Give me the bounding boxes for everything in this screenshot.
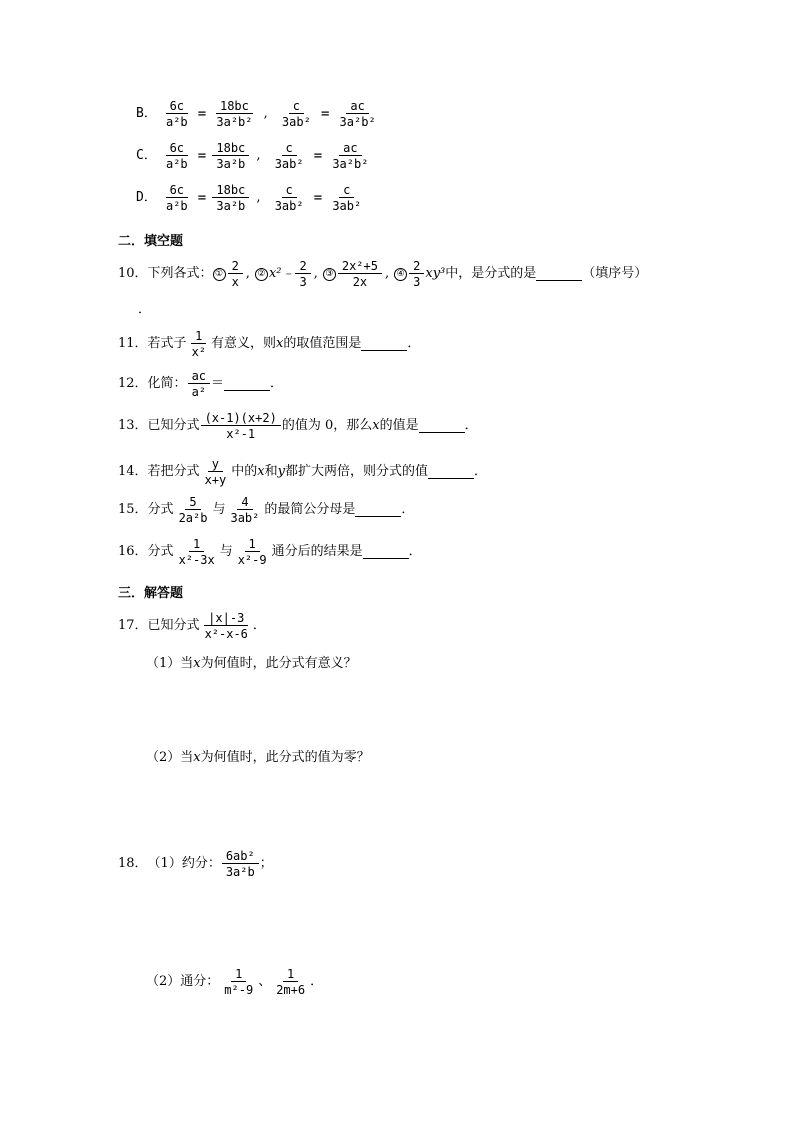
answer-blank[interactable] bbox=[224, 378, 270, 391]
equals-sign: = bbox=[197, 106, 207, 122]
section-heading-solve: 三．解答题 bbox=[118, 586, 184, 601]
equals-sign: = bbox=[313, 190, 323, 206]
question-16: 16．分式 $\frac{1}{\text{x²-3x}}$ 与 $\frac{1}{\text{x²-9}}$ 通分后的结果是 ． bbox=[118, 537, 422, 567]
fraction: $\frac{\text{2x²+5}}{2x}$ bbox=[338, 260, 382, 288]
option-label: C． bbox=[136, 148, 157, 163]
circled-number: ① bbox=[213, 268, 226, 281]
section-heading-fill: 二．填空题 bbox=[118, 234, 184, 249]
equals-sign: = bbox=[197, 190, 207, 206]
circled-number: ③ bbox=[323, 268, 336, 281]
circled-number: ② bbox=[255, 268, 268, 281]
answer-blank[interactable] bbox=[363, 546, 409, 559]
fraction: $\frac{5}{\text{2a²b}}$ bbox=[178, 495, 208, 525]
fraction: $\frac{2}{3}$ bbox=[295, 260, 310, 288]
fraction: $\frac{1}{\text{x²-9}}$ bbox=[237, 537, 267, 567]
equals-sign: = bbox=[320, 106, 330, 122]
question-10-dot: ． bbox=[138, 302, 152, 317]
question-17-part-2: （2）当x为何值时，此分式的值为零？ bbox=[146, 750, 370, 765]
fraction: $\frac{1}{\text{x²}}$ bbox=[191, 329, 207, 359]
fraction: $\frac{6c}{\text{a²b}}$ bbox=[165, 141, 188, 171]
fraction: $\frac{6c}{\text{a²b}}$ bbox=[165, 183, 188, 213]
option-label: D． bbox=[136, 190, 157, 205]
option-label: B． bbox=[136, 106, 157, 121]
fraction: $\frac{ac}{\text{3a²b²}}$ bbox=[332, 141, 369, 171]
fraction: $\frac{18bc}{\text{3a²b}}$ bbox=[212, 184, 249, 212]
question-18-part-1: 18．（1）约分： $\frac{\text{6ab²}}{\text{3a²b}}$ ； bbox=[118, 849, 273, 879]
question-15: 15．分式 $\frac{5}{\text{2a²b}}$ 与 $\frac{4}{\text{3ab²}}$ 的最简公分母是 ． bbox=[118, 495, 415, 525]
fraction: $\frac{c}{\text{3ab²}}$ bbox=[274, 183, 304, 213]
fraction: $\frac{c}{\text{3ab²}}$ bbox=[332, 183, 362, 213]
fraction: $\frac{6c}{\text{a²b}}$ bbox=[165, 99, 188, 129]
equals-sign: = bbox=[313, 148, 323, 164]
fraction: $\frac{c}{\text{3ab²}}$ bbox=[274, 141, 304, 171]
answer-blank[interactable] bbox=[428, 466, 474, 479]
question-17: 17．已知分式 $\frac{|x|-3}{\text{x²-x-6}}$ ． bbox=[118, 611, 266, 641]
question-11: 11．若式子 $\frac{1}{\text{x²}}$ 有意义，则x的取值范围是 ． bbox=[118, 329, 421, 359]
answer-blank[interactable] bbox=[355, 504, 401, 517]
fraction: $\frac{18bc}{\text{3a²b}}$ bbox=[212, 142, 249, 170]
answer-blank[interactable] bbox=[536, 268, 582, 281]
equals-sign: = bbox=[197, 148, 207, 164]
fraction: $\frac{ac}{\text{a²}}$ bbox=[188, 370, 210, 398]
fraction: $\frac{\text{6ab²}}{\text{3a²b}}$ bbox=[222, 850, 259, 878]
fraction: $\frac{ac}{\text{3a²b²}}$ bbox=[339, 99, 376, 129]
fraction: $\frac{2}{x}$ bbox=[228, 260, 243, 288]
fraction: $\frac{1}{\text{m²-9}}$ bbox=[224, 967, 254, 997]
question-14: 14．若把分式 $\frac{y}{x+y}$ 中的x和y都扩大两倍，则分式的值 ． bbox=[118, 457, 488, 487]
fraction: $\frac{y}{x+y}$ bbox=[204, 457, 227, 487]
fraction: $\frac{1}{\text{x²-3x}}$ bbox=[178, 537, 215, 567]
question-13: 13．已知分式 $\frac{(x-1)(x+2)}{\text{x²-1}}$ 的值为 0，那么x的值是 ． bbox=[118, 411, 478, 441]
question-12: 12．化简： $\frac{ac}{\text{a²}}$ ＝ ． bbox=[118, 369, 284, 399]
question-17-part-1: （1）当x为何值时，此分式有意义？ bbox=[146, 656, 357, 671]
option-b: B． $\frac{6c}{\text{a²b}}$ = $\frac{18bc}{\text{3a²b²}}$ , $\frac{c}{\text{3ab²}}$ = $\frac{ac}{\text{3a²b²}}$ bbox=[136, 100, 381, 128]
question-10: 10．下列各式： ① $\frac{2}{x}$ , ② x²﹣ $\frac{2}{3}$ , ③ $\frac{\text{2x²+5}}{2x}$ , ④ $\frac{2}{3}$ xy³中，是分式的是 （填序号） bbox=[118, 259, 648, 289]
fraction: $\frac{1}{2m+6}$ bbox=[276, 967, 306, 997]
fraction: $\frac{(x-1)(x+2)}{\text{x²-1}}$ bbox=[201, 412, 281, 440]
fraction: $\frac{2}{3}$ bbox=[409, 260, 424, 288]
answer-blank[interactable] bbox=[361, 338, 407, 351]
fraction: $\frac{18bc}{\text{3a²b²}}$ bbox=[216, 99, 253, 129]
fraction: $\frac{4}{\text{3ab²}}$ bbox=[230, 495, 260, 525]
question-18-part-2: （2）通分： $\frac{1}{\text{m²-9}}$ 、 $\frac{1}{2m+6}$ ． bbox=[146, 967, 324, 997]
fraction: $\frac{|x|-3}{\text{x²-x-6}}$ bbox=[204, 611, 248, 641]
fraction: $\frac{c}{\text{3ab²}}$ bbox=[281, 99, 311, 129]
option-c: C． $\frac{6c}{\text{a²b}}$ = $\frac{18bc}{\text{3a²b}}$ , $\frac{c}{\text{3ab²}}$ = $\frac{ac}{\text{3a²b²}}$ bbox=[136, 142, 373, 170]
answer-blank[interactable] bbox=[419, 420, 465, 433]
circled-number: ④ bbox=[394, 268, 407, 281]
option-d: D． $\frac{6c}{\text{a²b}}$ = $\frac{18bc}{\text{3a²b}}$ , $\frac{c}{\text{3ab²}}$ = $\frac{c}{\text{3ab²}}$ bbox=[136, 184, 366, 212]
